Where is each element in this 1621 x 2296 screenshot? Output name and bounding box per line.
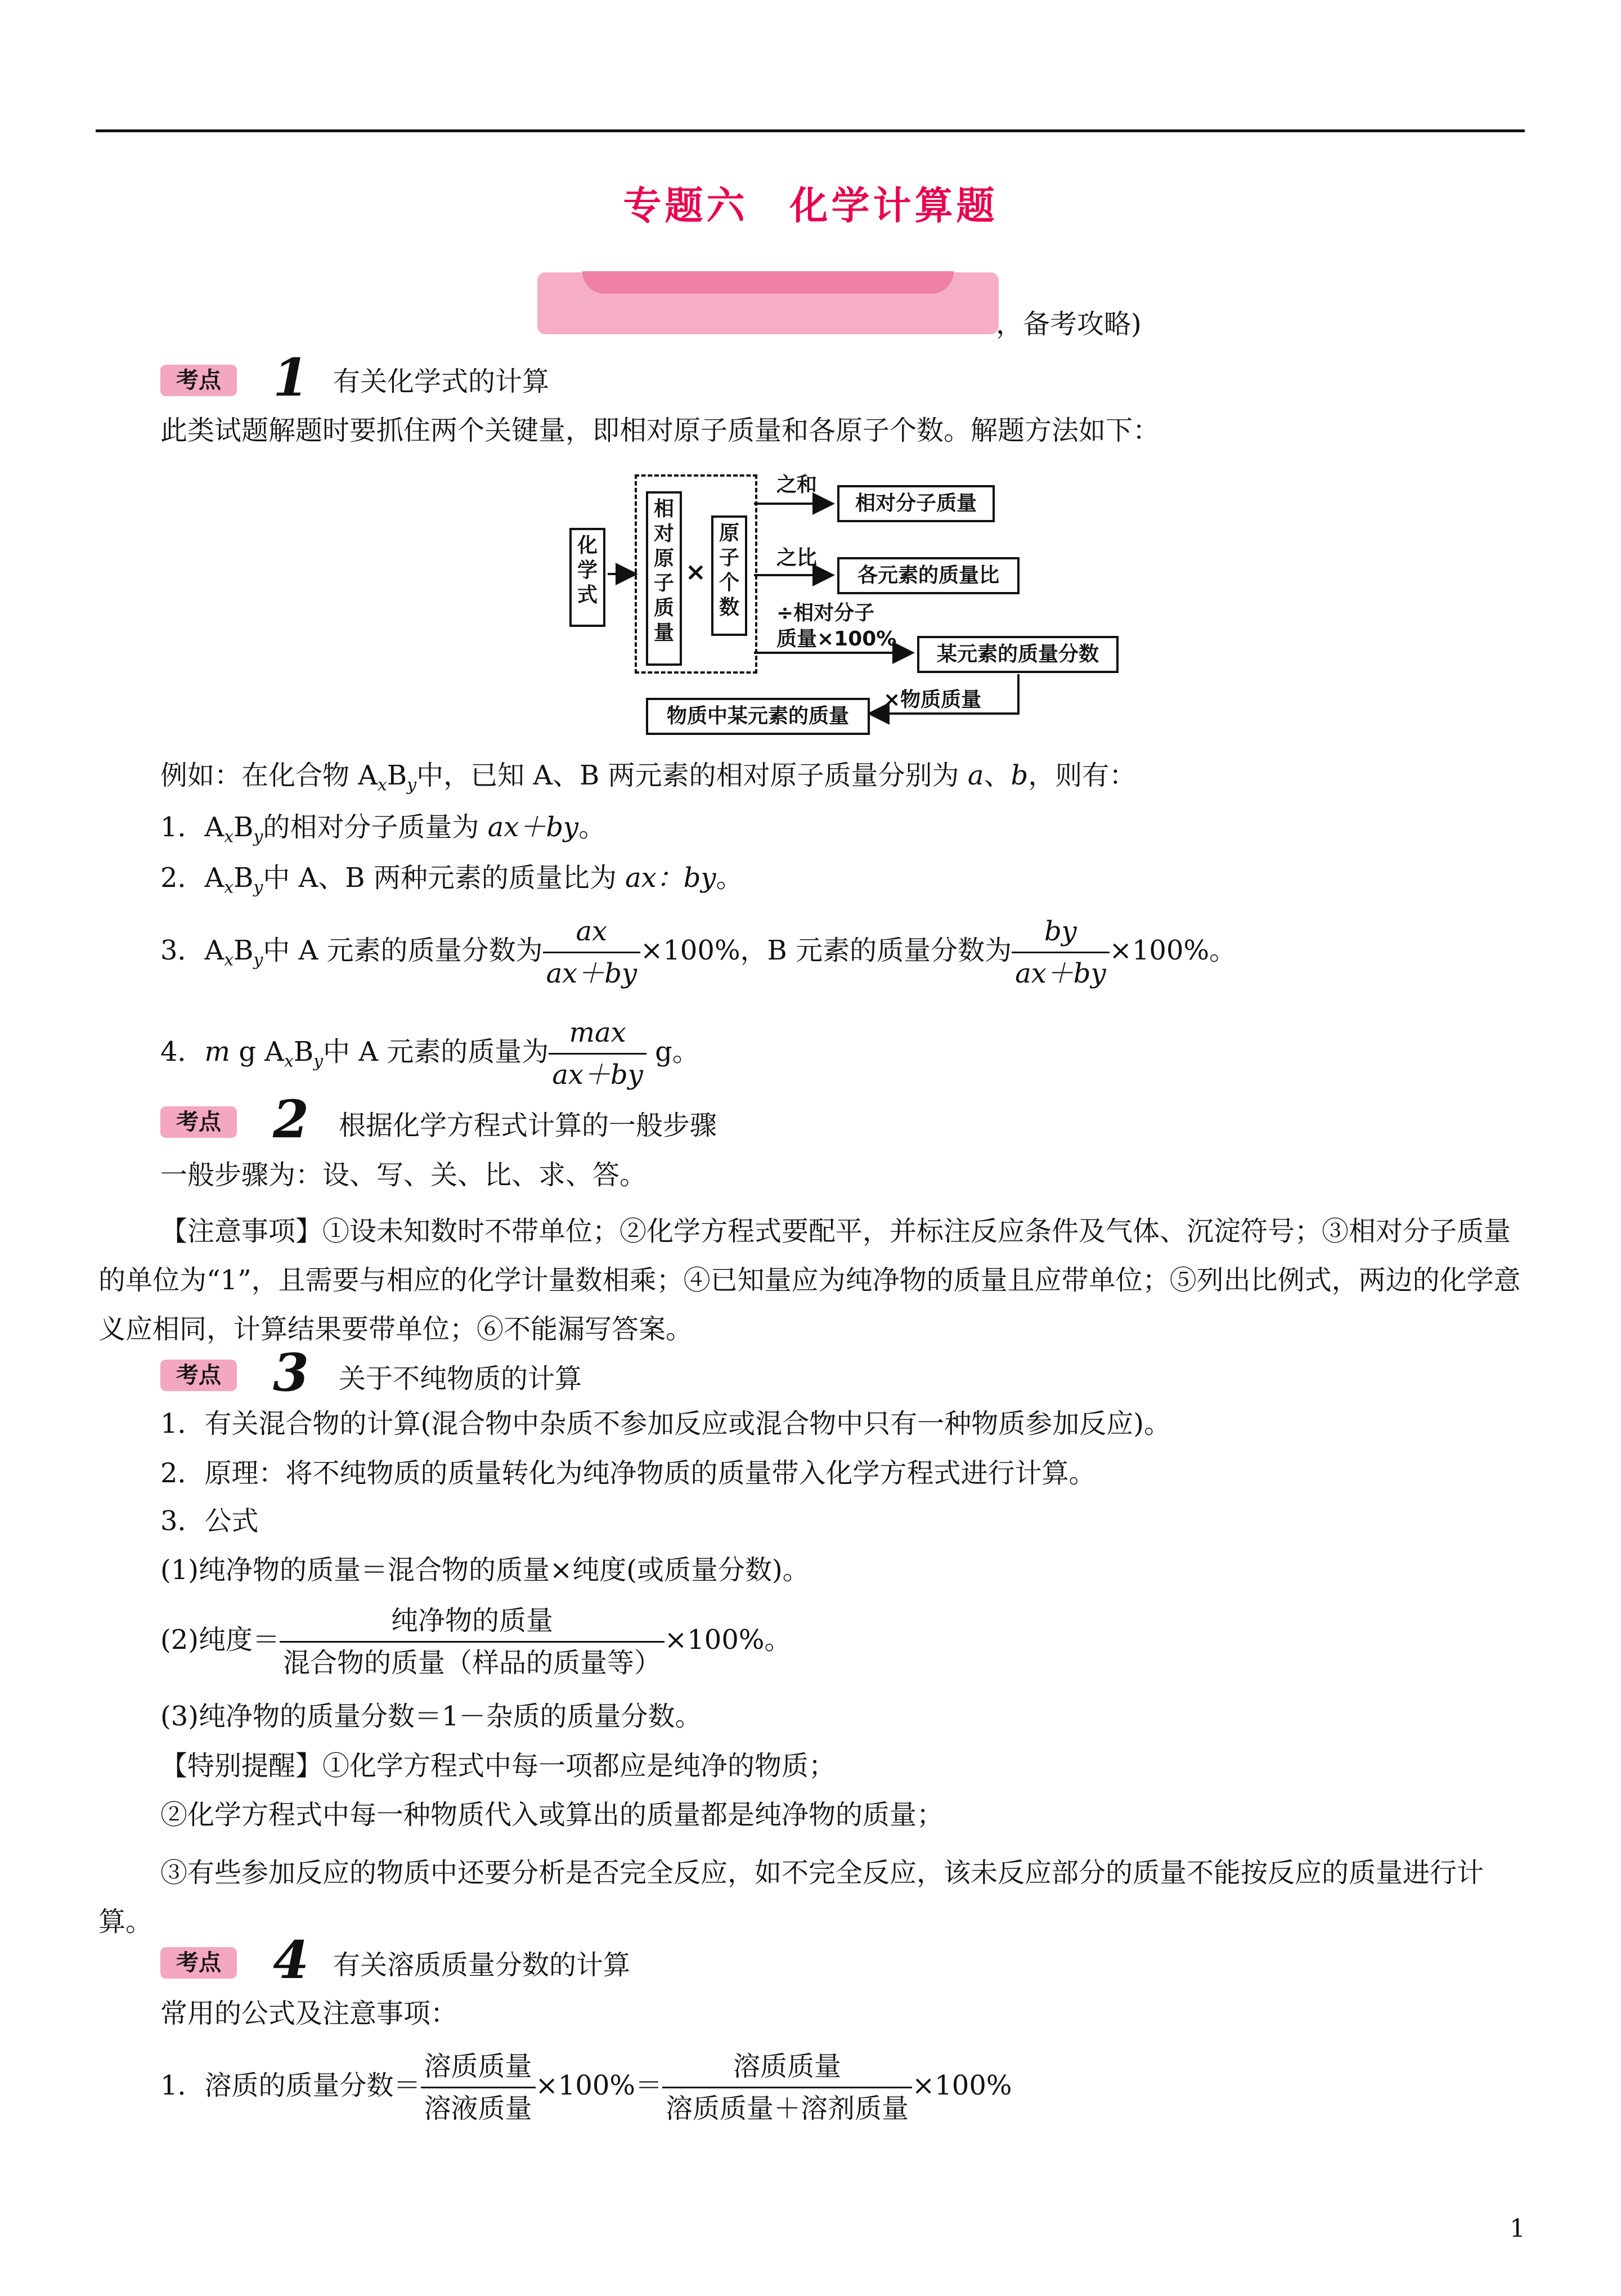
rel-molecular-mass-box: 相对分子质量 bbox=[837, 485, 995, 522]
item-2: 2．$A_xB_y$中 A、B 两种元素的质量比为 ax：by。 bbox=[160, 862, 743, 898]
purity-fraction: $\frac{\text{纯净物的质量}}{\text{混合物的质量（样品的质量等）}}$ bbox=[280, 1604, 664, 1680]
div-label-2: 质量×100% bbox=[776, 627, 897, 651]
section3-p3: 3．公式 bbox=[160, 1505, 259, 1537]
tip-2: ②化学方程式中每一种物质代入或算出的质量都是纯净物的质量； bbox=[160, 1799, 944, 1831]
fraction-solution-2: $\frac{\text{溶质质量}}{\text{溶质质量＋溶剂质量}}$ bbox=[662, 2050, 912, 2125]
rel-atomic-mass-box: 相对原子质量 bbox=[646, 491, 682, 666]
section3-title: 关于不纯物质的计算 bbox=[339, 1363, 582, 1394]
page-title: 专题六 化学计算题 bbox=[623, 184, 998, 228]
kaodian-number-3: 3 bbox=[273, 1342, 309, 1403]
example-line: 例如：在化合物 $A_xB_y$中，已知 A、B 两元素的相对原子质量分别为 a、b，则有： bbox=[160, 760, 1137, 795]
sum-label: 之和 bbox=[776, 473, 818, 496]
div-label-1: ÷相对分子 bbox=[776, 602, 875, 625]
section2-note: 【注意事项】①设未知数时不带单位；②化学方程式要配平，并标注反应条件及气体、沉淀符号；③相对分子质量的单位为“1”，且需要与相应的化学计量数相乘；④已知量应为纯净物的质量且应带单位；⑤列出比例式，两边的化学意义应相同，计算结果要带单位；⑥不能漏写答案。 bbox=[98, 1216, 1521, 1345]
fraction-solution-1: $\frac{\text{溶质质量}}{\text{溶液质量}}$ bbox=[421, 2050, 536, 2125]
kaodian-number-2: 2 bbox=[273, 1089, 309, 1150]
section1-intro: 此类试题解题时要抓住两个关键量，即相对原子质量和各原子个数。解题方法如下： bbox=[160, 415, 1160, 446]
section4-intro: 常用的公式及注意事项： bbox=[160, 1998, 458, 2029]
section1-title: 有关化学式的计算 bbox=[333, 366, 550, 397]
element-mass-box: 物质中某元素的质量 bbox=[646, 698, 870, 735]
fraction-max: $\frac{\max}{ax+by}$ bbox=[549, 1016, 646, 1092]
banner-label: ，备考攻略) bbox=[996, 308, 1142, 340]
tip-1: 【特别提醒】①化学方程式中每一项都应是纯净的物质； bbox=[160, 1750, 836, 1782]
formula-1: (1)纯净物的质量＝混合物的质量×纯度(或质量分数)。 bbox=[160, 1554, 810, 1586]
times-mass-label: ×物质质量 bbox=[883, 688, 982, 711]
section2-title: 根据化学方程式计算的一般步骤 bbox=[339, 1110, 717, 1141]
section3-p1: 1．有关混合物的计算(混合物中杂质不参加反应或混合物中只有一种物质参加反应)。 bbox=[160, 1408, 1171, 1440]
item-3: 3．$A_xB_y$中 A 元素的质量分数为 $\frac{ax}{ax+by}$ ×100%，B 元素的质量分数为 $\frac{by}{ax+by}$ ×100%。 bbox=[160, 916, 1237, 989]
fraction-a: $\frac{ax}{ax+by}$ bbox=[543, 914, 641, 990]
kaodian-badge-3: 考点 bbox=[160, 1360, 237, 1391]
section4-title: 有关溶质质量分数的计算 bbox=[333, 1949, 631, 1981]
tip-3: ③有些参加反应的物质中还要分析是否完全反应，如不完全反应，该未反应部分的质量不能按反应的质量进行计算。 bbox=[98, 1857, 1484, 1938]
solution-formula: 1．溶质的质量分数＝ $\frac{\text{溶质质量}}{\text{溶液质量}}$ ×100%＝ $\frac{\text{溶质质量}}{\text{溶质质量＋溶剂质量}}$ ×100% bbox=[160, 2051, 1012, 2124]
mass-fraction-box: 某元素的质量分数 bbox=[917, 636, 1119, 673]
mass-ratio-box: 各元素的质量比 bbox=[837, 557, 1020, 594]
kaodian-badge-4: 考点 bbox=[160, 1947, 237, 1979]
page-number: 1 bbox=[1510, 2214, 1525, 2243]
section2-steps: 一般步骤为：设、写、关、比、求、答。 bbox=[160, 1159, 647, 1191]
times-sign: × bbox=[685, 558, 706, 586]
formula-2: (2)纯度＝ $\frac{\text{纯净物的质量}}{\text{混合物的质量（样品的质量等）}}$ ×100%。 bbox=[160, 1605, 792, 1679]
item-4: 4．m g $A_xB_y$中 A 元素的质量为 $\frac{\max}{ax+by}$ g。 bbox=[160, 1017, 699, 1091]
atom-count-box: 原子个数 bbox=[711, 515, 747, 636]
kaodian-badge-1: 考点 bbox=[160, 365, 237, 396]
fraction-b: $\frac{by}{ax+by}$ bbox=[1012, 914, 1110, 990]
chem-formula-box: 化学式 bbox=[569, 528, 605, 627]
section3-p2: 2．原理：将不纯物质的质量转化为纯净物质的质量带入化学方程式进行计算。 bbox=[160, 1458, 1096, 1489]
formula-3: (3)纯净物的质量分数＝1－杂质的质量分数。 bbox=[160, 1701, 702, 1732]
kaodian-number-4: 4 bbox=[273, 1930, 309, 1990]
kaodian-number-1: 1 bbox=[273, 347, 309, 408]
ratio-label: 之比 bbox=[776, 546, 818, 569]
item-1: 1．$A_xB_y$的相对分子质量为 ax＋by。 bbox=[160, 811, 606, 847]
kaodian-badge-2: 考点 bbox=[160, 1106, 237, 1138]
